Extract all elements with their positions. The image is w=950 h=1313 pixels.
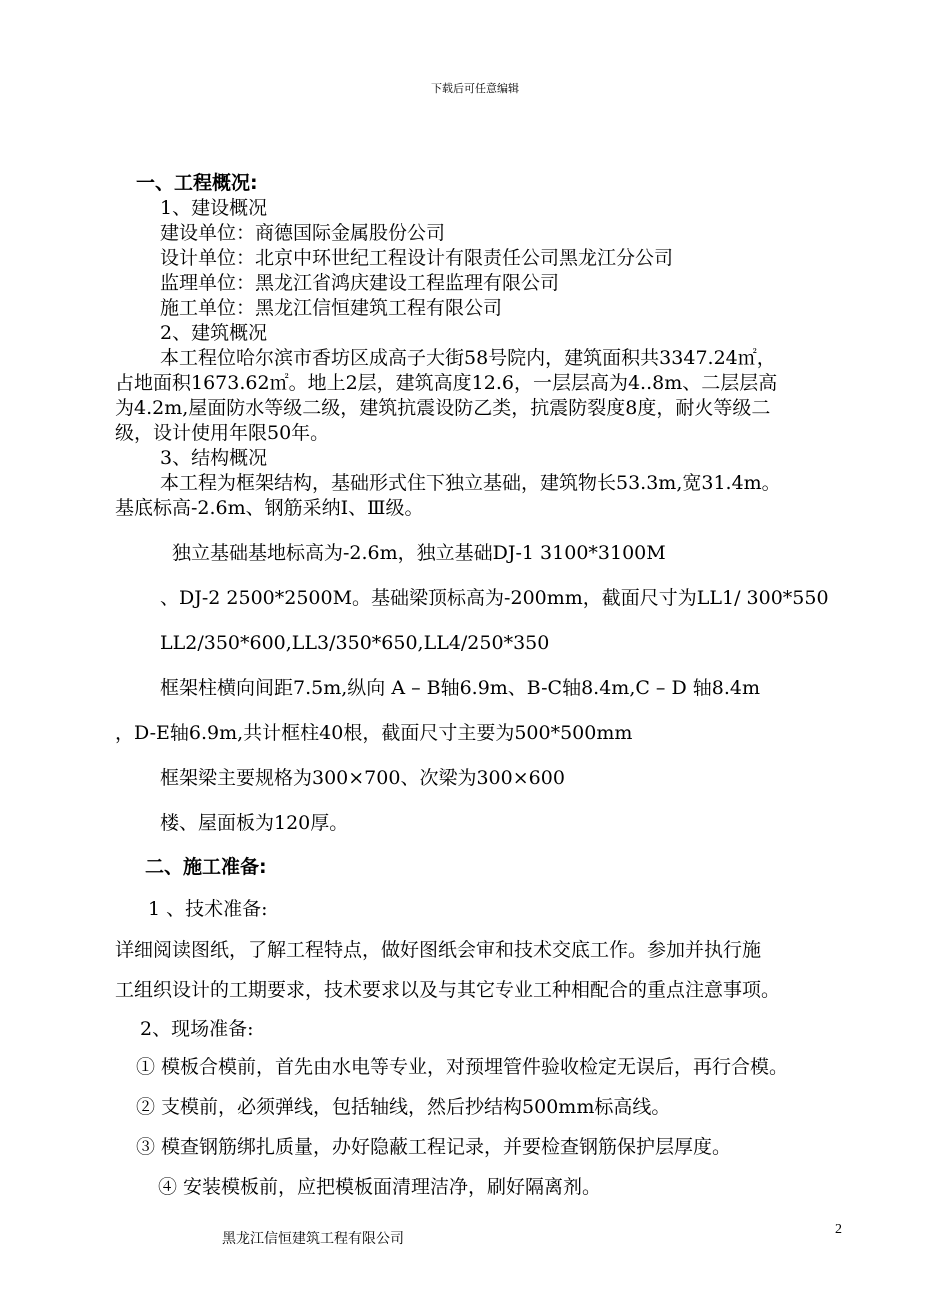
technical-line-1: 详细阅读图纸，了解工程特点，做好图纸会审和技术交底工作。参加并执行施 (115, 939, 762, 961)
owner-line: 建设单位：商德国际金属股份公司 (160, 222, 446, 244)
structure-line-1: 本工程为框架结构，基础形式住下独立基础，建筑物长53.3m,宽31.4m。 (160, 472, 781, 494)
column-line-2: ，D-E轴6.9m,共计框柱40根，截面尺寸主要为500*500mm (115, 722, 633, 744)
designer-line: 设计单位：北京中环世纪工程设计有限责任公司黑龙江分公司 (160, 247, 674, 269)
foundation-line-3: LL2/350*600,LL3/350*650,LL4/250*350 (160, 632, 550, 654)
structure-line-2: 基底标高-2.6m、钢筋采纳Ⅰ、Ⅲ级。 (115, 497, 424, 519)
foundation-line-2: 、DJ-2 2500*2500M。基础梁顶标高为-200mm，截面尺寸为LL1/ 300*550 (160, 587, 829, 609)
footer-company: 黑龙江信恒建筑工程有限公司 (222, 1231, 404, 1247)
foundation-line-1: 独立基础基地标高为-2.6m，独立基础DJ-1 3100*3100M (172, 542, 666, 564)
page-header-note: 下载后可任意编辑 (431, 82, 519, 95)
building-line-3: 为4.2m,屋面防水等级二级，建筑抗震设防乙类，抗震防裂度8度，耐火等级二 (115, 397, 771, 419)
site-item-4: ④ 安装模板前，应把模板面清理洁净，刷好隔离剂。 (158, 1176, 602, 1198)
subsection-title-building: 2、建筑概况 (160, 322, 268, 344)
technical-line-2: 工组织设计的工期要求，技术要求以及与其它专业工种相配合的重点注意事项。 (115, 979, 781, 1001)
subsection-title-technical: 1 、技术准备: (148, 898, 268, 920)
site-item-2: ② 支模前，必须弹线，包括轴线，然后抄结构500mm标高线。 (136, 1096, 671, 1118)
subsection-title-site: 2、现场准备: (140, 1018, 254, 1040)
column-line-1: 框架柱横向间距7.5m,纵向 A – B轴6.9m、B-C轴8.4m,C – D 轴8.4m (160, 677, 760, 699)
building-line-1: 本工程位哈尔滨市香坊区成高子大街58号院内，建筑面积共3347.24㎡， (160, 347, 776, 369)
page-number: 2 (835, 1222, 842, 1237)
contractor-line: 施工单位：黑龙江信恒建筑工程有限公司 (160, 297, 503, 319)
supervisor-line: 监理单位：黑龙江省鸿庆建设工程监理有限公司 (160, 272, 560, 294)
building-line-2: 占地面积1673.62㎡。地上2层，建筑高度12.6，一层层高为4..8m、二层层高 (115, 372, 778, 394)
site-item-3: ③ 模查钢筋绑扎质量，办好隐蔽工程记录，并要检查钢筋保护层厚度。 (136, 1136, 732, 1158)
beam-line: 框架梁主要规格为300×700、次梁为300×600 (160, 767, 565, 789)
building-line-4: 级，设计使用年限50年。 (115, 422, 330, 444)
section-title-preparation: 二、施工准备: (145, 856, 267, 878)
slab-line: 楼、屋面板为120厚。 (160, 812, 349, 834)
section-title-overview: 一、工程概况: (136, 172, 258, 194)
site-item-1: ① 模板合模前，首先由水电等专业，对预埋管件验收检定无误后，再行合模。 (136, 1056, 789, 1078)
subsection-title-construction: 1、建设概况 (160, 197, 268, 219)
subsection-title-structure: 3、结构概况 (160, 447, 268, 469)
